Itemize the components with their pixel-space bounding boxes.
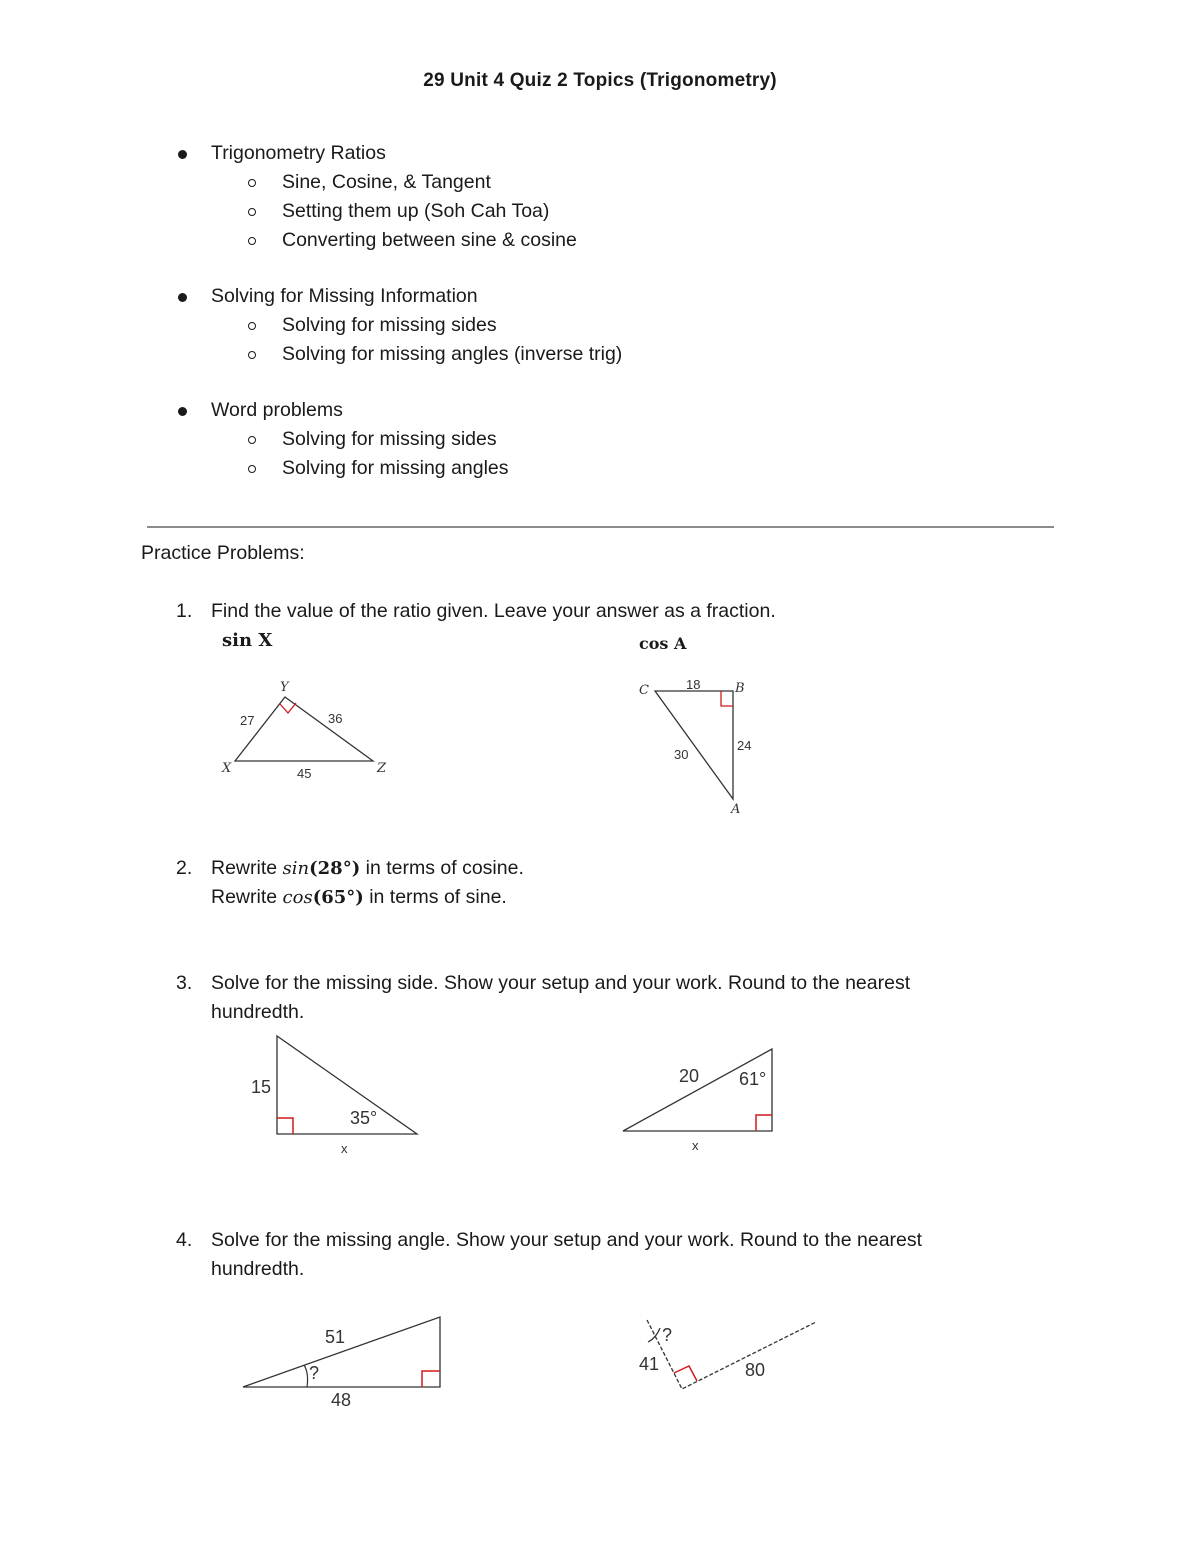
side-label: 80 xyxy=(745,1360,766,1380)
text-segment: in terms of sine. xyxy=(363,886,507,908)
page-title: 29 Unit 4 Quiz 2 Topics (Trigonometry) xyxy=(423,70,777,91)
triangle-shape xyxy=(655,691,733,799)
subtopic-item: Sine, Cosine, & Tangent xyxy=(176,168,577,197)
side-label: 51 xyxy=(325,1327,346,1347)
vertex-x: X xyxy=(222,761,232,776)
topic-missing-info xyxy=(176,282,622,369)
triangle-xyz-figure xyxy=(215,675,400,785)
angle-arc xyxy=(304,1365,308,1387)
problem-2-line-1 xyxy=(211,854,524,883)
topic-label: Word problems xyxy=(176,396,509,425)
math-fn-name: cos xyxy=(282,887,313,908)
triangle-shape xyxy=(647,1320,816,1389)
unknown-label: x xyxy=(341,1141,348,1156)
problem-number: 1. xyxy=(176,600,193,622)
math-fn xyxy=(283,858,361,879)
vertex-z: Z xyxy=(377,761,387,776)
text-segment: in terms of cosine. xyxy=(360,857,524,879)
topic-label: Solving for Missing Information xyxy=(176,282,622,311)
problem-3-text-line-1: Solve for the missing side. Show your setup and your work. Round to the nearest xyxy=(211,972,911,994)
side-label: 20 xyxy=(679,1066,700,1086)
triangle-find-angle-b xyxy=(630,1312,825,1402)
vertex-c: C xyxy=(639,683,649,698)
problem-3-text-line-2: hundredth. xyxy=(211,1001,305,1023)
side-label: 48 xyxy=(331,1390,352,1410)
angle-arc xyxy=(648,1328,660,1342)
side-label: 45 xyxy=(297,766,312,781)
angle-label: 35° xyxy=(350,1108,378,1128)
right-angle-mark xyxy=(280,703,296,713)
problem-number: 4. xyxy=(176,1229,193,1251)
math-arg: (28°) xyxy=(309,858,361,879)
subtopic-item: Setting them up (Soh Cah Toa) xyxy=(176,197,577,226)
subtopic-item: Solving for missing angles xyxy=(176,454,509,483)
topic-word-problems xyxy=(176,396,509,483)
math-fn-name: sin xyxy=(282,858,310,879)
subtopic-item: Solving for missing angles (inverse trig) xyxy=(176,340,622,369)
math-arg: (65°) xyxy=(312,887,364,908)
right-angle-mark xyxy=(422,1371,440,1387)
vertex-b: B xyxy=(735,681,745,696)
triangle-shape xyxy=(277,1036,417,1134)
triangle-find-side-b xyxy=(615,1040,790,1160)
figure-label-sin-x: sin X xyxy=(222,630,273,651)
side-label: 18 xyxy=(686,677,701,692)
subtopic-item: Solving for missing sides xyxy=(176,425,509,454)
problem-1-text: Find the value of the ratio given. Leave your answer as a fraction. xyxy=(211,600,776,622)
problem-number: 2. xyxy=(176,857,193,879)
text-segment: Rewrite xyxy=(211,886,283,908)
triangle-find-side-a xyxy=(240,1030,430,1160)
section-divider xyxy=(147,526,1054,528)
subtopic-item: Converting between sine & cosine xyxy=(176,226,577,255)
problem-2-line-2 xyxy=(211,883,507,912)
problem-number: 3. xyxy=(176,972,193,994)
triangle-shape xyxy=(623,1049,772,1131)
problem-4-text-line-2: hundredth. xyxy=(211,1258,305,1280)
right-angle-mark xyxy=(721,691,733,706)
subtopic-item: Solving for missing sides xyxy=(176,311,622,340)
side-label: 30 xyxy=(674,747,689,762)
triangle-find-angle-a xyxy=(235,1305,450,1415)
practice-heading: Practice Problems: xyxy=(141,542,305,564)
unknown-angle-label: ? xyxy=(309,1363,320,1383)
right-angle-mark xyxy=(277,1118,293,1134)
unknown-angle-label: ? xyxy=(662,1325,673,1345)
triangle-abc-figure xyxy=(630,675,770,820)
topic-label: Trigonometry Ratios xyxy=(176,139,577,168)
unknown-label: x xyxy=(692,1138,699,1153)
side-label: 36 xyxy=(328,711,343,726)
triangle-shape xyxy=(235,697,373,761)
side-label: 41 xyxy=(639,1354,660,1374)
text-segment: Rewrite xyxy=(211,857,283,879)
angle-label: 61° xyxy=(739,1069,767,1089)
vertex-y: Y xyxy=(280,680,289,695)
figure-label-cos-a: cos A xyxy=(639,634,687,653)
side-label: 27 xyxy=(240,713,255,728)
right-angle-mark xyxy=(756,1115,772,1131)
problem-4-text-line-1: Solve for the missing angle. Show your setup and your work. Round to the nearest xyxy=(211,1229,923,1251)
math-fn xyxy=(283,887,364,908)
vertex-a: A xyxy=(731,802,741,817)
topic-trig-ratios xyxy=(176,139,577,255)
side-label: 24 xyxy=(737,738,752,753)
side-label: 15 xyxy=(251,1077,272,1097)
